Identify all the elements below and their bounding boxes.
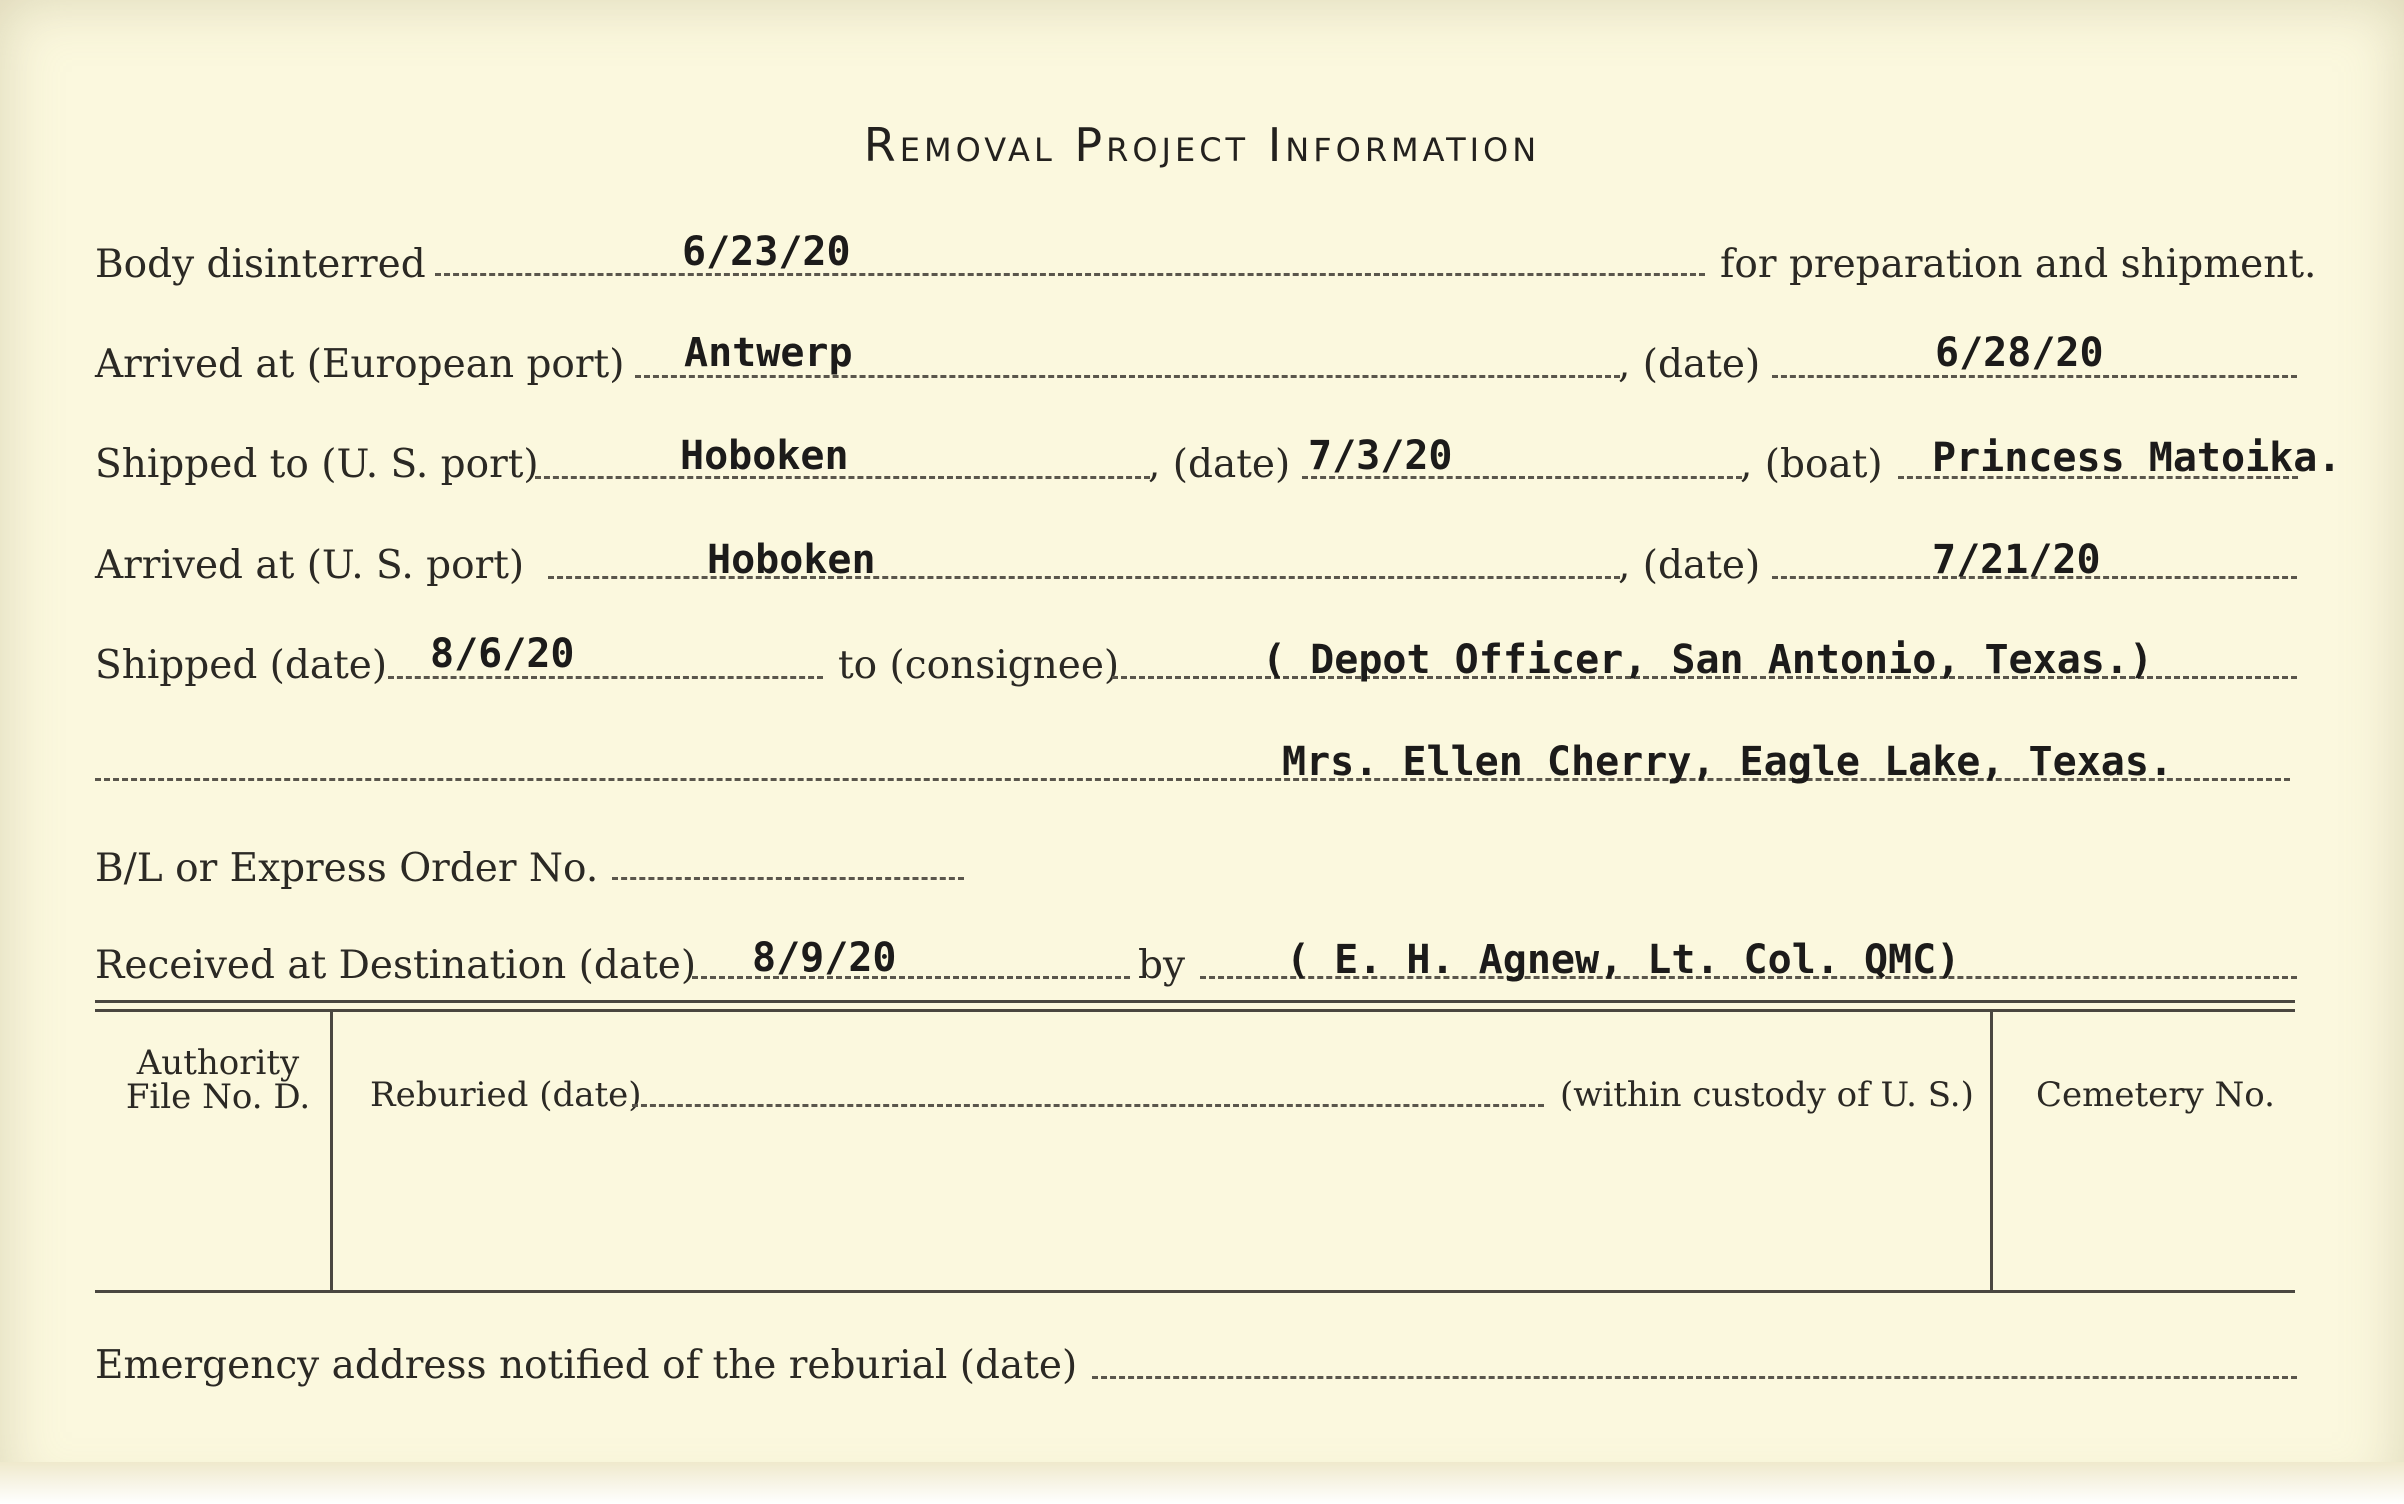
emergency-line <box>1092 1376 2297 1379</box>
card-bottom-edge <box>0 1462 2404 1504</box>
file-no-label: File No. D. <box>125 1077 311 1117</box>
box-bottom-rule <box>95 1290 2295 1293</box>
shipped-to-us-date-label: , (date) <box>1148 442 1291 487</box>
box-divider-right <box>1990 1012 1993 1290</box>
bl-order-line <box>612 877 964 880</box>
consignee-value-line2: Mrs. Ellen Cherry, Eagle Lake, Texas. <box>1282 739 2174 785</box>
body-disinterred-line <box>435 273 1705 276</box>
shipped-to-us-value: Hoboken <box>680 433 849 479</box>
received-label: Received at Destination (date) <box>95 943 697 988</box>
arrived-us-value: Hoboken <box>707 537 876 583</box>
shipped-date-label: Shipped (date) <box>95 643 388 688</box>
received-by-value: ( E. H. Agnew, Lt. Col. QMC) <box>1286 937 1961 983</box>
reburied-line <box>632 1104 1544 1107</box>
arrived-european-date-label: , (date) <box>1618 342 1761 387</box>
body-disinterred-label: Body disinterred <box>95 242 426 287</box>
cemetery-no-label: Cemetery No. <box>2036 1075 2275 1115</box>
box-top-rule-2 <box>95 1009 2295 1012</box>
arrived-us-date-label: , (date) <box>1618 543 1761 588</box>
arrived-us-label: Arrived at (U. S. port) <box>95 543 525 588</box>
shipped-date-value: 8/6/20 <box>430 631 575 677</box>
consignee-value: ( Depot Officer, San Antonio, Texas.) <box>1262 637 2154 683</box>
arrived-european-label: Arrived at (European port) <box>95 342 625 387</box>
box-top-rule-1 <box>95 1000 2295 1003</box>
emergency-label: Emergency address notified of the reburial (date) <box>95 1343 1078 1388</box>
shipped-to-us-label: Shipped to (U. S. port) <box>95 442 539 487</box>
shipped-to-us-boat-value: Princess Matoika. <box>1932 435 2342 481</box>
arrived-european-value: Antwerp <box>684 330 853 376</box>
box-divider-left <box>330 1012 333 1290</box>
body-disinterred-value: 6/23/20 <box>682 229 851 275</box>
consignee-label: to (consignee) <box>838 643 1120 688</box>
custody-label: (within custody of U. S.) <box>1560 1075 1974 1115</box>
form-title: Removal Project Information <box>863 118 1541 172</box>
arrived-us-date-value: 7/21/20 <box>1932 537 2101 583</box>
arrived-european-date-value: 6/28/20 <box>1935 330 2104 376</box>
reburied-label: Reburied (date) <box>370 1075 642 1115</box>
body-disinterred-suffix: for preparation and shipment. <box>1720 242 2317 287</box>
received-by-label: by <box>1138 943 1185 988</box>
bl-order-label: B/L or Express Order No. <box>95 846 599 891</box>
shipped-to-us-boat-label: , (boat) <box>1740 442 1883 487</box>
received-date-value: 8/9/20 <box>752 935 897 981</box>
shipped-to-us-date-value: 7/3/20 <box>1308 433 1453 479</box>
authority-label: Authority <box>136 1043 300 1083</box>
